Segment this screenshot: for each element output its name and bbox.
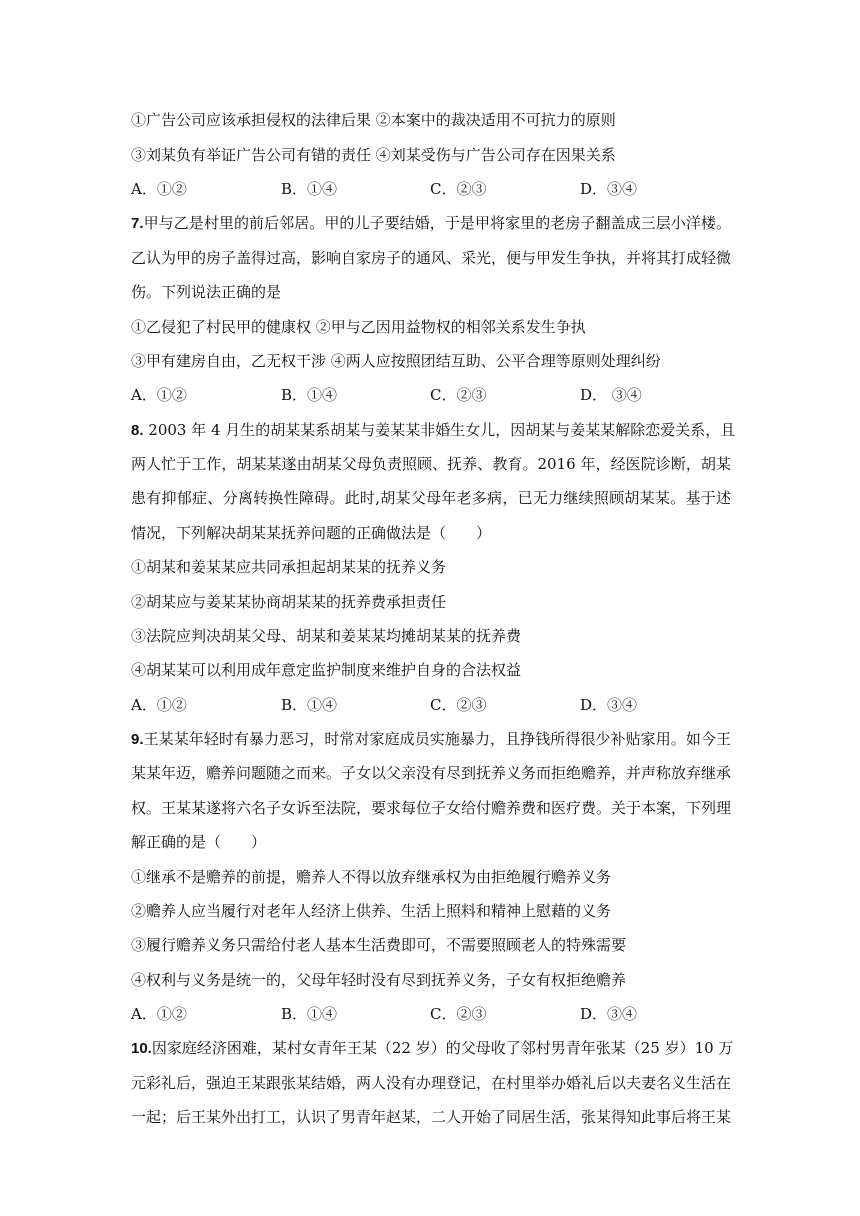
q8-stem-text-1: 2003 年 4 月生的胡某某系胡某与姜某某非婚生女儿，因胡某与姜某某解除恋爱关系，且 — [143, 421, 736, 439]
q9-options — [131, 1004, 731, 1024]
q8-statement-4: ④胡某某可以利用成年意定监护制度来维护自身的合法权益 — [131, 661, 522, 679]
q8-option-a: A．①② — [131, 696, 187, 714]
q7-option-c: C．②③ — [430, 386, 487, 404]
q9-statement-4: ④权利与义务是统一的，父母年轻时没有尽到抚养义务，子女有权拒绝赡养 — [131, 971, 627, 989]
q9-stem-line-3: 权。王某某遂将六名子女诉至法院，要求每位子女给付赡养费和医疗费。关于本案，下列理 — [131, 799, 732, 817]
q10-stem-line-1 — [131, 1038, 734, 1059]
q7-statement-1: ①乙侵犯了村民甲的健康权 ②甲与乙因用益物权的相邻关系发生争执 — [131, 318, 586, 336]
q7-option-d: D． ③④ — [580, 386, 642, 404]
q8-option-d: D．③④ — [580, 696, 638, 714]
q9-option-b: B．①④ — [281, 1005, 338, 1023]
q10-number: 10. — [131, 1040, 152, 1057]
q8-stem-line-4: 情况，下列解决胡某某抚养问题的正确做法是（ ） — [131, 524, 492, 542]
q10-stem-line-3: 一起；后王某外出打工，认识了男青年赵某，二人开始了同居生活，张某得知此事后将王某 — [131, 1108, 732, 1126]
q6-option-b: B．①④ — [281, 180, 338, 198]
q8-options — [131, 695, 731, 715]
q6-option-c: C．②③ — [430, 180, 487, 198]
q8-option-c: C．②③ — [430, 696, 487, 714]
q7-stem-line-1 — [131, 213, 731, 234]
q7-stem-line-2: 乙认为甲的房子盖得过高，影响自家房子的通风、采光，便与甲发生争执，并将其打成轻微 — [131, 249, 732, 267]
q8-statement-1: ①胡某和姜某某应共同承担起胡某某的抚养义务 — [131, 558, 447, 576]
q9-statement-1: ①继承不是赡养的前提，赡养人不得以放弃继承权为由拒绝履行赡养义务 — [131, 868, 612, 886]
q8-statement-2: ②胡某应与姜某某协商胡某某的抚养费承担责任 — [131, 593, 447, 611]
q7-option-b: B．①④ — [281, 386, 338, 404]
q10-stem-line-2: 元彩礼后，强迫王某跟张某结婚，两人没有办理登记，在村里举办婚礼后以夫妻名义生活在 — [131, 1074, 732, 1092]
q9-number: 9. — [131, 731, 144, 748]
q9-option-d: D．③④ — [580, 1005, 638, 1023]
q9-statement-2: ②赡养人应当履行对老年人经济上供养、生活上照料和精神上慰藉的义务 — [131, 902, 612, 920]
q6-statement-1: ①广告公司应该承担侵权的法律后果 ②本案中的裁决适用不可抗力的原则 — [131, 111, 616, 129]
q8-stem-line-3: 患有抑郁症、分离转换性障碍。此时,胡某父母年老多病，已无力继续照顾胡某某。基于述 — [131, 489, 731, 507]
q8-stem-line-2: 两人忙于工作，胡某某遂由胡某父母负责照顾、抚养、教育。2016 年，经医院诊断，胡某 — [131, 455, 731, 473]
q6-option-a: A．①② — [131, 180, 187, 198]
q9-stem-line-4: 解正确的是（ ） — [131, 833, 267, 851]
q7-stem-text-1: 甲与乙是村里的前后邻居。甲的儿子要结婚，于是甲将家里的老房子翻盖成三层小洋楼。 — [143, 214, 731, 232]
q9-option-a: A．①② — [131, 1005, 187, 1023]
q9-stem-line-2: 某某年迈，赡养问题随之而来。子女以父亲没有尽到抚养义务而拒绝赡养，并声称放弃继承 — [131, 764, 732, 782]
q7-option-a: A．①② — [131, 386, 187, 404]
q9-stem-line-1 — [131, 729, 731, 750]
q6-option-d: D．③④ — [580, 180, 638, 198]
q7-number: 7. — [131, 215, 144, 232]
q9-statement-3: ③履行赡养义务只需给付老人基本生活费即可，不需要照顾老人的特殊需要 — [131, 936, 627, 954]
q7-statement-2: ③甲有建房自由，乙无权干涉 ④两人应按照团结互助、公平合理等原则处理纠纷 — [131, 352, 661, 370]
q10-stem-text-1: 因家庭经济困难，某村女青年王某（22 岁）的父母收了邻村男青年张某（25 岁）10 万 — [151, 1039, 734, 1057]
q8-number: 8. — [131, 422, 144, 439]
q9-option-c: C．②③ — [430, 1005, 487, 1023]
q8-stem-line-1 — [131, 420, 736, 441]
q8-option-b: B．①④ — [281, 696, 338, 714]
q7-options — [131, 385, 731, 405]
q6-statement-2: ③刘某负有举证广告公司有错的责任 ④刘某受伤与广告公司存在因果关系 — [131, 146, 616, 164]
q9-stem-text-1: 王某某年轻时有暴力恶习，时常对家庭成员实施暴力，且挣钱所得很少补贴家用。如今王 — [143, 730, 731, 748]
q8-statement-3: ③法院应判决胡某父母、胡某和姜某某均摊胡某某的抚养费 — [131, 627, 522, 645]
q7-stem-line-3: 伤。下列说法正确的是 — [131, 283, 282, 301]
q6-options — [131, 179, 731, 199]
